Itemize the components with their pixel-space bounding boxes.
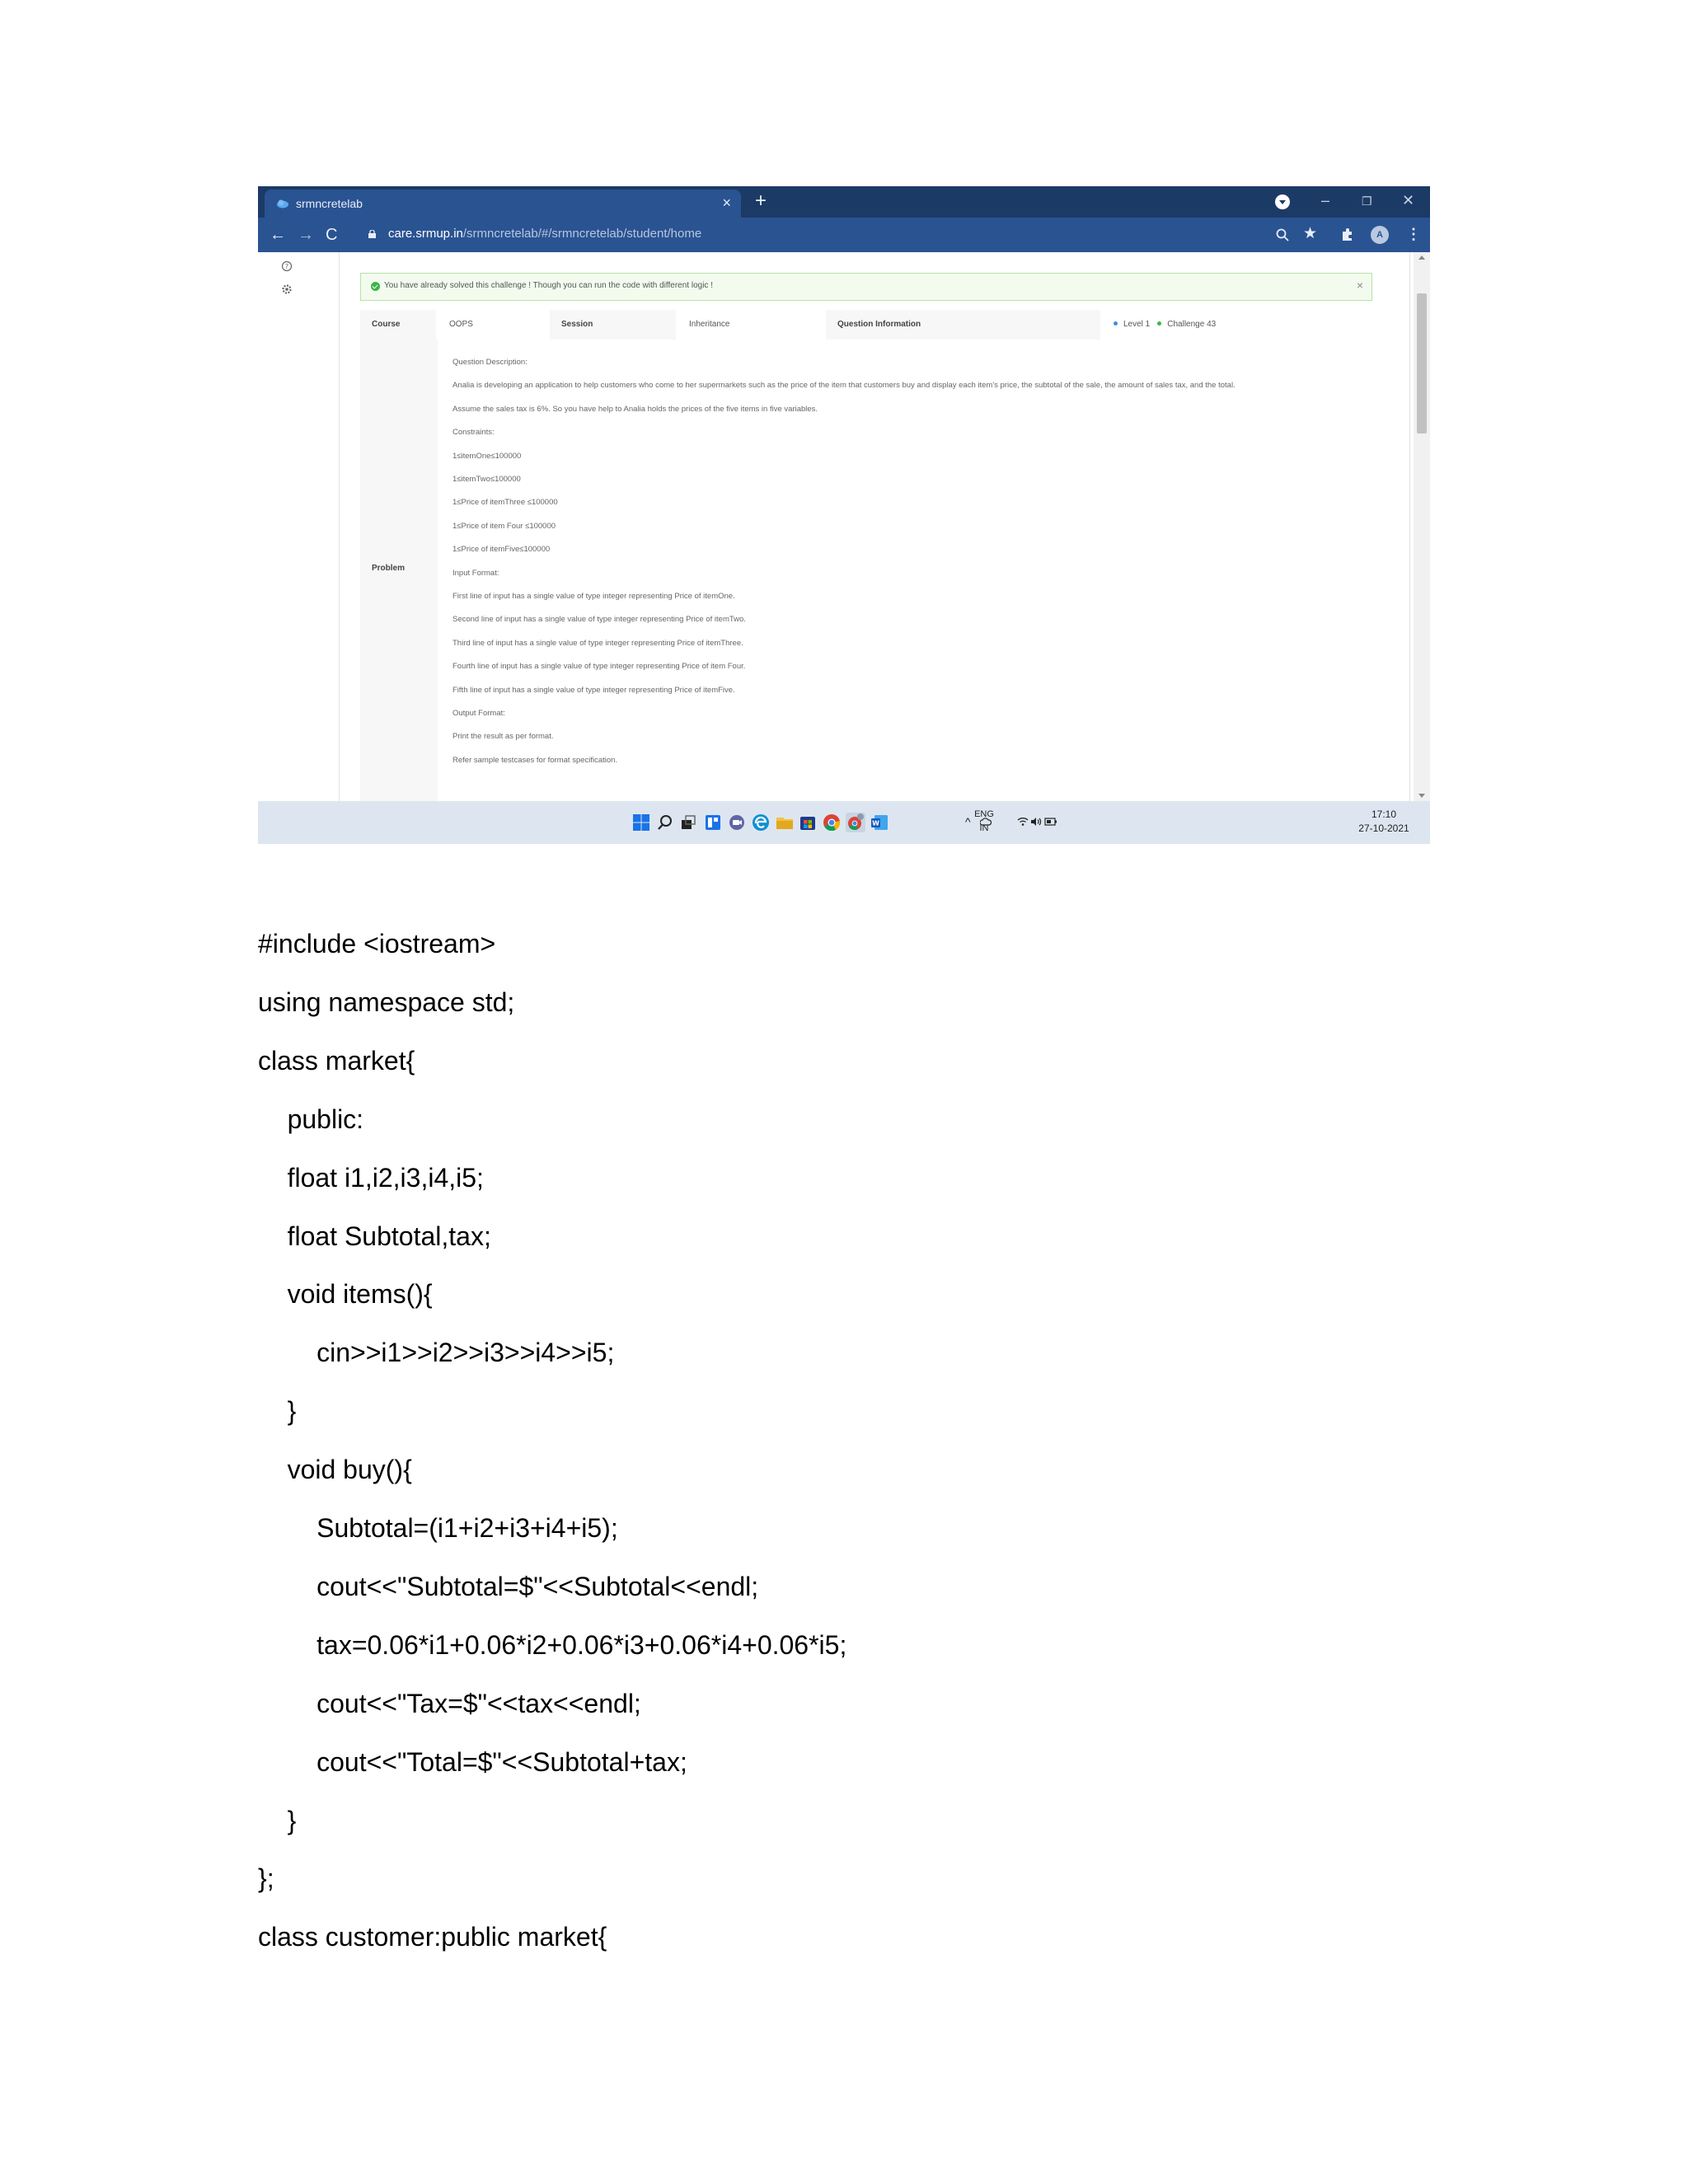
course-label: Course: [360, 310, 438, 340]
page-scrollbar[interactable]: [1414, 252, 1430, 801]
code-line: using namespace std;: [258, 987, 515, 1017]
alert-close-button[interactable]: ×: [1356, 279, 1363, 292]
code-line: class customer:public market{: [258, 1922, 607, 1952]
forward-button[interactable]: →: [298, 226, 314, 244]
problem-line: Analia is developing an application to help customers who come to her supermarkets such as the price of the item that customers buy and display each item's price, the subtotal of the sale, the amount of sales tax, and the total.: [452, 381, 1236, 391]
problem-line: 1≤Price of item Four ≤100000: [452, 521, 556, 531]
task-view-icon[interactable]: [678, 813, 698, 832]
question-info-row: [360, 310, 1371, 340]
help-icon[interactable]: [281, 260, 293, 272]
level-challenge-info: [1102, 310, 1371, 340]
minimize-button[interactable]: –: [1321, 192, 1330, 209]
code-line: cout<<"Tax=$"<<tax<<endl;: [258, 1688, 641, 1718]
zoom-icon[interactable]: [1275, 227, 1290, 242]
scroll-up-icon[interactable]: [1418, 255, 1425, 260]
wifi-icon[interactable]: [1017, 816, 1029, 827]
problem-line: 1≤Price of itemThree ≤100000: [452, 498, 558, 508]
url-path: /srmncretelab/#/srmncretelab/student/home: [462, 227, 702, 241]
windows-start-icon[interactable]: [631, 813, 651, 832]
word-icon[interactable]: [870, 813, 889, 832]
edge-browser-icon[interactable]: [751, 813, 771, 832]
session-label: Session: [550, 310, 678, 340]
code-line: }: [258, 1805, 297, 1835]
problem-line: Fifth line of input has a single value of type integer representing Price of itemFive.: [452, 685, 735, 695]
problem-line: First line of input has a single value of type integer representing Price of itemOne.: [452, 592, 735, 601]
code-line: void items(){: [258, 1279, 433, 1310]
problem-line: 1≤Price of itemFive≤100000: [452, 545, 551, 555]
scroll-thumb[interactable]: [1417, 293, 1427, 434]
page-content: [258, 252, 1430, 801]
code-line: class market{: [258, 1045, 415, 1076]
volume-icon[interactable]: [1030, 816, 1042, 827]
problem-line: Second line of input has a single value of type integer representing Price of itemTwo.: [452, 615, 746, 625]
chrome-icon[interactable]: [822, 813, 842, 832]
extensions-puzzle-icon[interactable]: [1340, 227, 1354, 241]
profile-menu-icon[interactable]: [1275, 194, 1290, 209]
new-tab-button[interactable]: +: [754, 190, 767, 212]
reload-button[interactable]: C: [326, 226, 338, 244]
code-line: cout<<"Total=$"<<Subtotal+tax;: [258, 1746, 687, 1777]
clock-time: 17:10: [1371, 808, 1397, 820]
problem-label: Problem: [372, 564, 406, 573]
code-line: };: [258, 1863, 274, 1894]
code-line: tax=0.06*i1+0.06*i2+0.06*i3+0.06*i4+0.06*i5;: [258, 1629, 847, 1660]
code-line: float Subtotal,tax;: [258, 1221, 491, 1251]
url-field[interactable]: [388, 227, 701, 241]
code-line: float i1,i2,i3,i4,i5;: [258, 1162, 484, 1193]
problem-line: 1≤itemTwo≤100000: [452, 475, 521, 484]
region-code: IN: [979, 823, 989, 833]
language-code: ENG: [974, 809, 994, 819]
lock-icon: [368, 230, 376, 238]
search-icon[interactable]: [655, 813, 675, 832]
gear-icon[interactable]: [281, 284, 293, 295]
tab-title: srmncretelab: [296, 197, 363, 210]
alert-message: You have already solved this challenge ! Though you can run the code with different logic !: [384, 281, 713, 290]
problem-line: 1≤itemOne≤100000: [452, 451, 522, 461]
clock-date: 27-10-2021: [1358, 823, 1409, 834]
url-host: care.srmup.in: [388, 227, 463, 241]
code-line: Subtotal=(i1+i2+i3+i4+i5);: [258, 1513, 618, 1543]
back-button[interactable]: ←: [270, 226, 286, 244]
language-indicator[interactable]: [970, 808, 998, 836]
windows-taskbar: [258, 801, 1430, 844]
browser-screenshot: [258, 186, 1430, 844]
file-explorer-icon[interactable]: [775, 813, 795, 832]
level-dot-icon: [1114, 321, 1118, 326]
problem-line: Constraints:: [452, 428, 495, 438]
code-line: cin>>i1>>i2>>i3>>i4>>i5;: [258, 1338, 615, 1368]
solved-alert: [360, 273, 1372, 301]
session-value: Inheritance: [678, 310, 826, 340]
problem-line: Third line of input has a single value of type integer representing Price of itemThree.: [452, 638, 743, 648]
tab-close-button[interactable]: ×: [722, 194, 731, 211]
problem-line: Refer sample testcases for format specification.: [452, 755, 618, 765]
avatar[interactable]: A: [1371, 226, 1389, 244]
battery-icon[interactable]: [1044, 817, 1057, 827]
code-line: public:: [258, 1104, 364, 1134]
level-value: Level 1: [1123, 320, 1151, 329]
tab-bar: [258, 186, 1430, 218]
chrome-profile-icon[interactable]: [846, 813, 865, 832]
menu-icon[interactable]: ⋮: [1406, 226, 1421, 242]
problem-line: Assume the sales tax is 6%. So you have help to Analia holds the prices of the five items in five variables.: [452, 404, 818, 414]
challenge-value: Challenge 43: [1167, 320, 1217, 329]
challenge-dot-icon: [1157, 321, 1161, 326]
code-line: }: [258, 1396, 297, 1427]
clock[interactable]: [1346, 808, 1422, 836]
store-icon[interactable]: [798, 813, 818, 832]
problem-line: Output Format:: [452, 709, 505, 718]
widgets-icon[interactable]: [703, 813, 723, 832]
chat-icon[interactable]: [727, 813, 747, 832]
scroll-down-icon[interactable]: [1418, 794, 1425, 798]
course-value: OOPS: [438, 310, 550, 340]
svg-text:?: ?: [284, 263, 289, 270]
close-window-button[interactable]: ✕: [1402, 192, 1415, 209]
address-bar: [258, 218, 1430, 252]
code-line: void buy(){: [258, 1455, 412, 1485]
browser-tab[interactable]: [265, 190, 741, 218]
restore-button[interactable]: ❐: [1362, 194, 1372, 208]
cloud-favicon-icon: [276, 199, 289, 209]
problem-line: Print the result as per format.: [452, 732, 554, 742]
question-information-label: Question Information: [826, 310, 1102, 340]
problem-line: Fourth line of input has a single value of type integer representing Price of item Four.: [452, 662, 746, 672]
check-circle-icon: [371, 282, 380, 291]
code-line: cout<<"Subtotal=$"<<Subtotal<<endl;: [258, 1571, 759, 1601]
code-line: #include <iostream>: [258, 929, 496, 958]
bookmark-star-icon[interactable]: ★: [1303, 225, 1318, 242]
problem-line: Input Format:: [452, 568, 499, 578]
problem-line: Question Description:: [452, 358, 528, 367]
problem-label-column: [360, 340, 438, 801]
chevron-up-icon[interactable]: ^: [965, 815, 971, 828]
svg-text:W: W: [872, 819, 879, 827]
